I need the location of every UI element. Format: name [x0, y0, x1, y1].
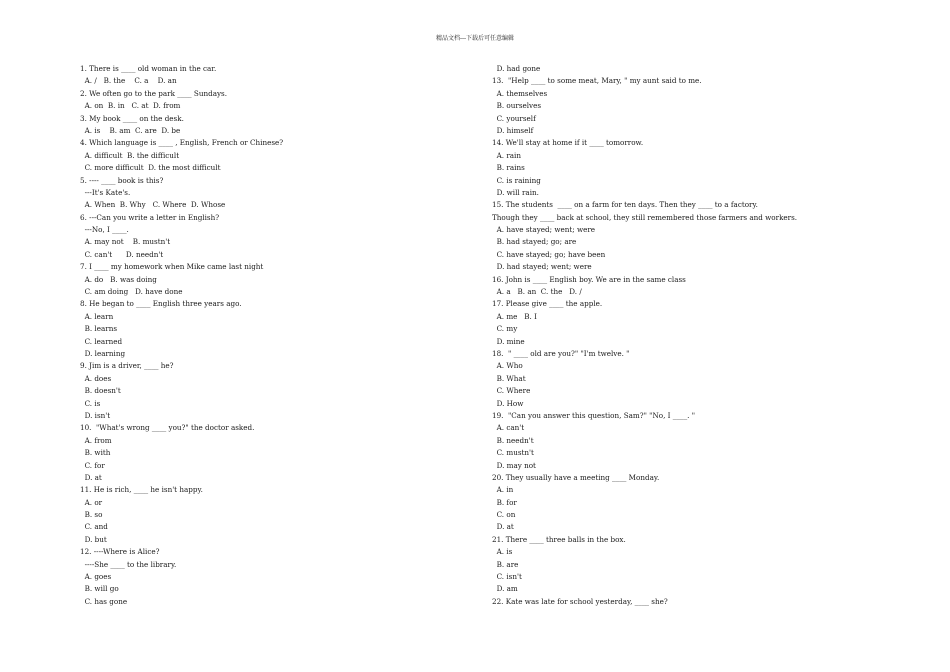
question-line: C. is raining — [492, 175, 541, 185]
question-line: A. / B. the C. a D. an — [80, 76, 177, 86]
question-line: 3. My book ____ on the desk. — [80, 113, 184, 123]
question-line: C. have stayed; go; have been — [492, 249, 606, 259]
question-line: C. on — [492, 510, 516, 520]
question-line: A. may not B. mustn't — [80, 237, 171, 247]
question-line: A. in — [492, 485, 514, 495]
question-line: ---It's Kate's. — [80, 187, 131, 197]
question-line: 4. Which language is ____ , English, French or Chinese? — [80, 138, 284, 148]
question-line: A. can't — [492, 423, 525, 433]
question-line: C. for — [80, 460, 105, 470]
question-line: Though they ____ back at school, they still remembered those farmers and workers. — [492, 212, 798, 222]
question-line: A. a B. an C. the D. / — [492, 287, 582, 297]
question-line: D. mine — [492, 336, 525, 346]
question-line: C. am doing D. have done — [80, 287, 183, 297]
question-line: C. can't D. needn't — [80, 249, 164, 259]
question-line: A. themselves — [492, 88, 548, 98]
question-line: 19. "Can you answer this question, Sam?" "No, I ____. " — [492, 410, 696, 420]
question-line: 6. ---Can you write a letter in English? — [80, 212, 220, 222]
question-line: B. learns — [80, 324, 118, 334]
question-line: C. more difficult D. the most difficult — [80, 163, 221, 173]
question-line: 2. We often go to the park ____ Sundays. — [80, 88, 228, 98]
question-line: 15. The students ____ on a farm for ten days. Then they ____ to a factory. — [492, 200, 758, 210]
question-line: C. isn't — [492, 572, 522, 582]
question-line: 18. " ____ old are you?" "I'm twelve. " — [492, 348, 630, 358]
question-line: A. have stayed; went; were — [492, 225, 596, 235]
question-line: B. will go — [80, 584, 119, 594]
question-line: D. will rain. — [492, 187, 539, 197]
question-line: D. learning — [80, 348, 126, 358]
question-line: ----She ____ to the library. — [80, 559, 177, 569]
question-line: A. goes — [80, 572, 112, 582]
question-line: A. Who — [492, 361, 523, 371]
question-line: A. rain — [492, 150, 521, 160]
left-column — [80, 63, 480, 608]
question-line: B. with — [80, 448, 111, 458]
question-line: D. am — [492, 584, 518, 594]
question-line: A. does — [80, 373, 112, 383]
question-line: A. do B. was doing — [80, 274, 157, 284]
question-line: D. may not — [492, 460, 536, 470]
question-line: B. What — [492, 373, 526, 383]
question-line: C. mustn't — [492, 448, 534, 458]
question-line: A. or — [80, 497, 103, 507]
question-line: D. at — [492, 522, 514, 532]
question-line: 16. John is ____ English boy. We are in the same class — [492, 274, 686, 284]
question-line: 21. There ____ three balls in the box. — [492, 534, 626, 544]
question-line: C. learned — [80, 336, 123, 346]
question-line: B. are — [492, 559, 519, 569]
right-column — [492, 63, 912, 608]
question-line: 8. He began to ____ English three years ago. — [80, 299, 242, 309]
question-line: C. has gone — [80, 596, 128, 606]
question-line: B. rains — [492, 163, 525, 173]
question-line: 20. They usually have a meeting ____ Monday. — [492, 472, 660, 482]
question-line: D. but — [80, 534, 107, 544]
question-line: B. so — [80, 510, 103, 520]
question-line: D. had stayed; went; were — [492, 262, 592, 272]
question-line: 9. Jim is a driver, ____ he? — [80, 361, 174, 371]
question-line: 1. There is ____ old woman in the car. — [80, 64, 217, 73]
question-line: A. me B. I — [492, 311, 537, 321]
question-line: ---No, I ____. — [80, 225, 129, 235]
question-line: 7. I ____ my homework when Mike came last night — [80, 262, 264, 272]
question-line: C. and — [80, 522, 108, 532]
question-line: 22. Kate was late for school yesterday, ____ she? — [492, 596, 668, 606]
question-line: A. learn — [80, 311, 114, 321]
question-line: B. needn't — [492, 435, 534, 445]
question-line: 11. He is rich, ____ he isn't happy. — [80, 485, 203, 495]
question-line: D. had gone — [492, 64, 541, 73]
question-line: B. ourselves — [492, 101, 542, 111]
question-line: 5. ---- ____ book is this? — [80, 175, 164, 185]
question-line: A. is B. am C. are D. be — [80, 125, 181, 135]
question-line: A. on B. in C. at D. from — [80, 101, 181, 111]
question-line: C. yourself — [492, 113, 536, 123]
question-line: D. at — [80, 472, 102, 482]
question-line: A. is — [492, 547, 513, 557]
question-line: A. When B. Why C. Where D. Whose — [80, 200, 226, 210]
question-line: 12. ----Where is Alice? — [80, 547, 160, 557]
question-line: D. How — [492, 398, 524, 408]
question-line: B. doesn't — [80, 386, 121, 396]
question-line: A. difficult B. the difficult — [80, 150, 180, 160]
page-header: 精品文档---下载后可任意编辑 — [435, 35, 515, 42]
question-line: 17. Please give ____ the apple. — [492, 299, 603, 309]
question-line: B. for — [492, 497, 517, 507]
question-line: 13. "Help ____ to some meat, Mary, " my aunt said to me. — [492, 76, 702, 86]
question-line: A. from — [80, 435, 112, 445]
question-line: C. my — [492, 324, 518, 334]
question-line: 10. "What's wrong ____ you?" the doctor asked. — [80, 423, 255, 433]
question-line: C. is — [80, 398, 101, 408]
question-line: D. isn't — [80, 410, 111, 420]
question-line: C. Where — [492, 386, 531, 396]
question-line: D. himself — [492, 125, 534, 135]
question-line: 14. We'll stay at home if it ____ tomorrow. — [492, 138, 644, 148]
question-line: B. had stayed; go; are — [492, 237, 577, 247]
